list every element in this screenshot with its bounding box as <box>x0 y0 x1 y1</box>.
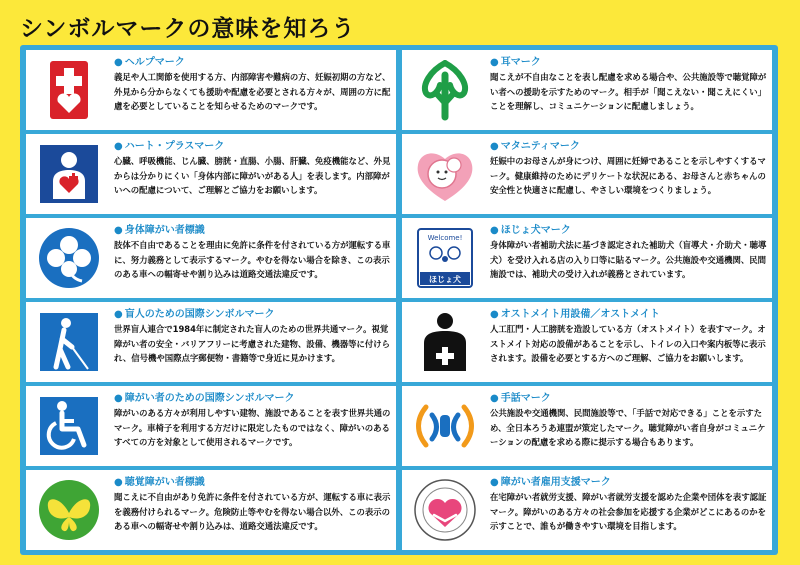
card-title: ● 耳マーク <box>490 57 541 68</box>
card-title: ● 障がい者のための国際シンボルマーク <box>114 393 295 404</box>
card-ostomate <box>402 302 772 382</box>
card-title: ● ほじょ犬マーク <box>490 225 571 236</box>
card-title: ● マタニティマーク <box>490 141 580 152</box>
card-title: ● 手話マーク <box>490 393 551 404</box>
heart-plus-icon <box>36 141 102 207</box>
symbol-sheet <box>20 45 778 555</box>
card-text: 公共施設や交通機関、民間施設等で、「手話で対応できる」ことを示すため、全日本ろうあ連盟が策定したマーク。聴覚障がい者自身がコミュニケーションの配慮を求める際に提示する場合もあります。 <box>490 408 766 447</box>
card-title: ● ハート・プラスマーク <box>114 141 225 152</box>
card-title: ● 盲人のための国際シンボルマーク <box>114 309 275 320</box>
card-help-mark <box>26 50 396 130</box>
card-title: ● 障がい者雇用支援マーク <box>490 477 611 488</box>
card-heart-plus <box>26 134 396 214</box>
assistance-dog-icon <box>412 225 478 291</box>
card-assistance-dog <box>402 218 772 298</box>
card-text: 人工肛門・人工膀胱を造設している方（オストメイト）を表すマーク。オストメイト対応の設備があることを示し、トイレの入口や案内板等に表示されます。設備を必要とする方へのご理解、ご協力をお願いします。 <box>490 324 766 363</box>
employment-support-icon <box>412 477 478 543</box>
card-ear-mark <box>402 50 772 130</box>
card-wheelchair-symbol <box>26 386 396 466</box>
blind-person-icon <box>36 309 102 375</box>
page-title: シンボルマークの意味を知ろう <box>20 16 356 42</box>
butterfly-mark-icon <box>36 477 102 543</box>
wheelchair-icon <box>36 393 102 459</box>
card-sign-language <box>402 386 772 466</box>
ostomate-icon <box>412 309 478 375</box>
card-title: ● オストメイト用設備／オストメイト <box>490 309 660 320</box>
card-text: 聞こえに不自由があり免許に条件を付されている方が、運転する車に表示を義務付けられるマーク。危険防止等やむを得ない場合以外、この表示のある車への幅寄せや割り込みは、道路交通法違反です。 <box>114 492 391 531</box>
card-text: 在宅障がい者就労支援、障がい者就労支援を認めた企業や団体を表す認証マーク。障がいのある方々の社会参加を応援する企業がどこにあるのかを示すことで、誰もが働きやすい環境を目指します。 <box>490 492 767 531</box>
card-text: 世界盲人連合で1984年に制定された盲人のための世界共通マーク。視覚障がい者の安全・バリアフリーに考慮された建物、設備、機器等に付けられ、信号機や国際点字郵便物・書籍等で身近に見かけます。 <box>114 324 391 363</box>
card-text: 義足や人工関節を使用する方、内部障害や難病の方、妊娠初期の方など、外見から分からなくても援助や配慮を必要とされる方々が、周囲の方に配慮を必要としていることを知らせるためのマークです。 <box>114 72 391 111</box>
card-text: 身体障がい者補助犬法に基づき認定された補助犬（盲導犬・介助犬・聴導犬）を受け入れる店の入り口等に貼るマーク。公共施設や交通機関、民間施設では、補助犬の受け入れが義務とされています。 <box>490 240 767 279</box>
icon-hojoken-text: ほじょ犬 <box>429 275 461 284</box>
card-text: 妊娠中のお母さんが身につけ、周囲に妊婦であることを示しやすくするマーク。健康維持のためにデリケートな状況にある、お母さんと赤ちゃんの安全性と快適さに配慮し、やさしい環境をつくりましょう。 <box>490 156 766 195</box>
maternity-mark-icon <box>412 141 478 207</box>
clover-mark-icon <box>36 225 102 291</box>
card-text: 心臓、呼吸機能、じん臓、膀胱・直腸、小腸、肝臓、免疫機能など、外見からは分かりにくい「身体内部に障がいがある人」を表します。内部障がいへの配慮について、ご理解とご協力をお願いします。 <box>114 156 391 195</box>
card-text: 肢体不自由であることを理由に免許に条件を付されている方が運転する車に、努力義務として表示するマーク。やむを得ない場合を除き、この表示のある車への幅寄せや割り込みは道路交通法違反です。 <box>114 240 391 279</box>
card-text: 聞こえが不自由なことを表し配慮を求める場合や、公共施設等で聴覚障がい者への援助を示すためのマーク。相手が「聞こえない・聞こえにくい」ことを理解し、コミュニケーションに配慮しましょう。 <box>490 72 767 111</box>
card-employment-support <box>402 470 772 550</box>
help-mark-icon <box>36 57 102 123</box>
sign-language-icon <box>412 393 478 459</box>
card-title: ● 身体障がい者標識 <box>114 225 205 236</box>
card-physically-disabled-driver <box>26 218 396 298</box>
card-title: ● ヘルプマーク <box>114 57 185 68</box>
ear-mark-icon <box>412 57 478 123</box>
card-hearing-impaired-driver <box>26 470 396 550</box>
card-maternity-mark <box>402 134 772 214</box>
card-text: 障がいのある方々が利用しやすい建物、施設であることを表す世界共通のマーク。車椅子を利用する方だけに限定したものではなく、障がいのあるすべての方を対象として使用されるマークです。 <box>114 408 391 447</box>
icon-welcome-text: Welcome! <box>427 234 463 242</box>
card-blind-symbol <box>26 302 396 382</box>
card-title: ● 聴覚障がい者標識 <box>114 477 205 488</box>
